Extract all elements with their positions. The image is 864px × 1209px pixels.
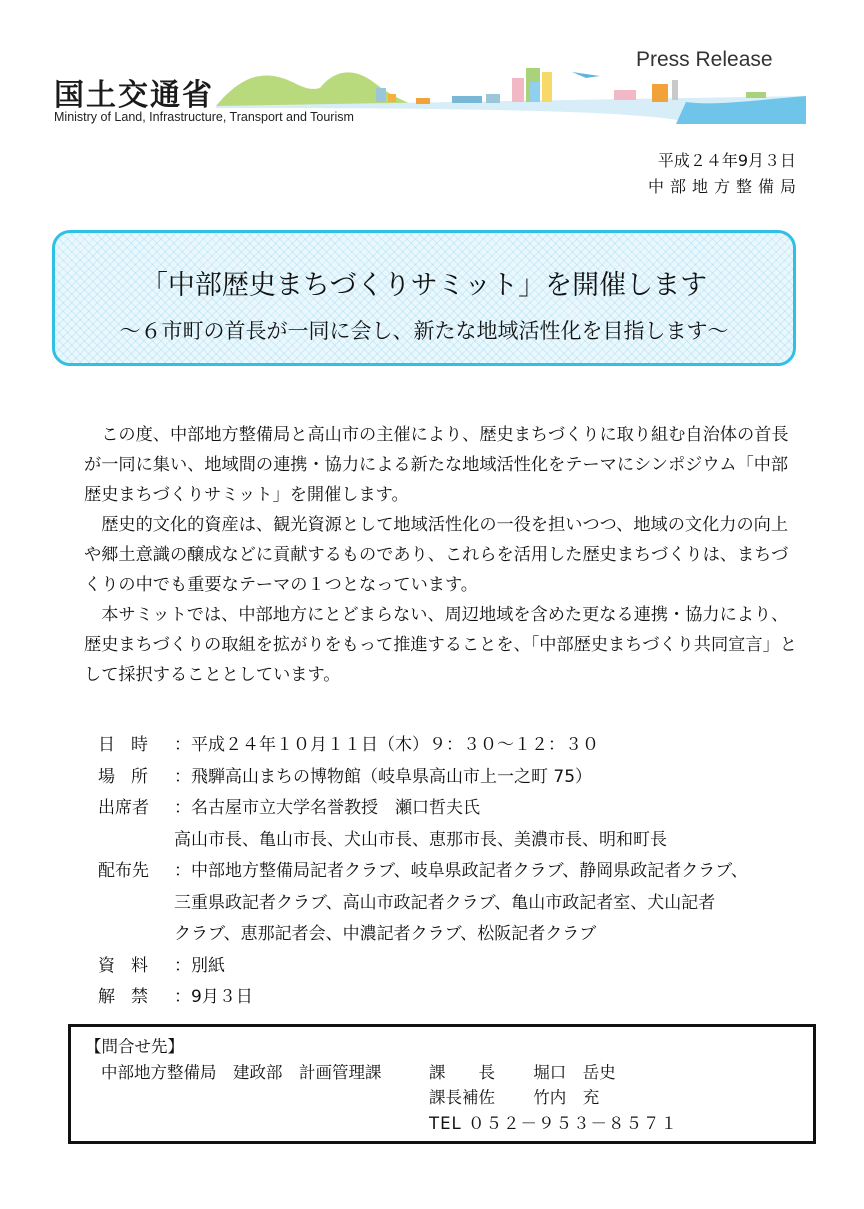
detail-value: ：9月３日 xyxy=(174,987,253,1007)
ministry-logo-text: 国土交通省 xyxy=(54,78,214,113)
detail-value: 三重県政記者クラブ、高山市政記者クラブ、亀山市政記者室、犬山記者 xyxy=(174,892,716,913)
detail-value: ：別紙 xyxy=(174,955,225,976)
detail-label: 出席者 xyxy=(98,798,149,818)
detail-label: 配布先 xyxy=(98,861,149,881)
press-release-label: Press Release xyxy=(636,48,773,71)
contact-box xyxy=(68,1024,816,1144)
title-banner xyxy=(52,230,796,366)
detail-label: 資料 xyxy=(98,955,164,976)
detail-value: ：飛騨高山まちの博物館（岐阜県高山市上一之町 75） xyxy=(174,766,593,787)
detail-label: 場所 xyxy=(98,766,164,787)
ministry-english-name: Ministry of Land, Infrastructure, Transport and Tourism xyxy=(54,110,354,124)
event-details xyxy=(98,730,748,1014)
issue-info xyxy=(647,148,802,200)
issuing-bureau: 中部地方整備局 xyxy=(647,177,802,196)
issue-date: 平成２４年9月３日 xyxy=(657,151,796,170)
detail-row-datetime xyxy=(98,730,748,762)
detail-value: クラブ、恵那記者会、中濃記者クラブ、松阪記者クラブ xyxy=(174,924,597,944)
detail-row-attendees-cont xyxy=(98,825,748,857)
body-paragraph: この度、中部地方整備局と高山市の主催により、歴史まちづくりに取り組む自治体の首長が一同に集い、地域間の連携・協力による新たな地域活性化をテーマにシンポジウム「中部歴史まちづくりサミット」を開催します。 xyxy=(84,425,789,505)
detail-row-embargo xyxy=(98,982,748,1014)
contact-phone: TEL ０５２－９５３－８５７１ xyxy=(429,1114,678,1133)
contact-person: 課 長 堀口 岳史 xyxy=(429,1063,616,1082)
detail-label: 解禁 xyxy=(98,987,164,1007)
detail-row-distribution-cont xyxy=(98,888,748,920)
detail-value: 高山市長、亀山市長、犬山市長、恵那市長、美濃市長、明和町長 xyxy=(174,829,667,850)
detail-value: ：中部地方整備局記者クラブ、岐阜県政記者クラブ、静岡県政記者クラブ、 xyxy=(174,861,748,881)
detail-label: 日時 xyxy=(98,735,164,755)
page-header xyxy=(0,0,864,140)
body-paragraph: 歴史的文化的資産は、観光資源として地域活性化の一役を担いつつ、地域の文化力の向上や郷土意識の醸成などに貢献するものであり、これらを活用した歴史まちづくりは、まちづくりの中でも重要なテーマの１つとなっています。 xyxy=(84,515,789,595)
contact-organization: 中部地方整備局 建政部 計画管理課 xyxy=(101,1063,382,1082)
detail-value: ：平成２４年１０月１１日（木）９：３０～１２：３０ xyxy=(174,735,599,755)
body-text xyxy=(84,420,798,690)
detail-row-place xyxy=(98,762,748,794)
detail-row-attendees xyxy=(98,793,748,825)
contact-person: 課長補佐 竹内 充 xyxy=(429,1088,600,1107)
detail-row-distribution-cont xyxy=(98,919,748,951)
detail-value: ：名古屋市立大学名誉教授 瀬口哲夫氏 xyxy=(174,798,480,818)
body-paragraph: 本サミットでは、中部地方にとどまらない、周辺地域を含めた更なる連携・協力により、歴史まちづくりの取組を拡がりをもって推進することを、「中部歴史まちづくり共同宣言」として採択することとしています。 xyxy=(84,605,797,685)
page-subtitle: ～６市町の首長が一同に会し、新たな地域活性化を目指します～ xyxy=(119,319,729,343)
page-title: 「中部歴史まちづくりサミット」を開催します xyxy=(140,270,708,301)
contact-heading: 【問合せ先】 xyxy=(85,1037,184,1056)
detail-row-distribution xyxy=(98,856,748,888)
detail-row-materials xyxy=(98,951,748,983)
